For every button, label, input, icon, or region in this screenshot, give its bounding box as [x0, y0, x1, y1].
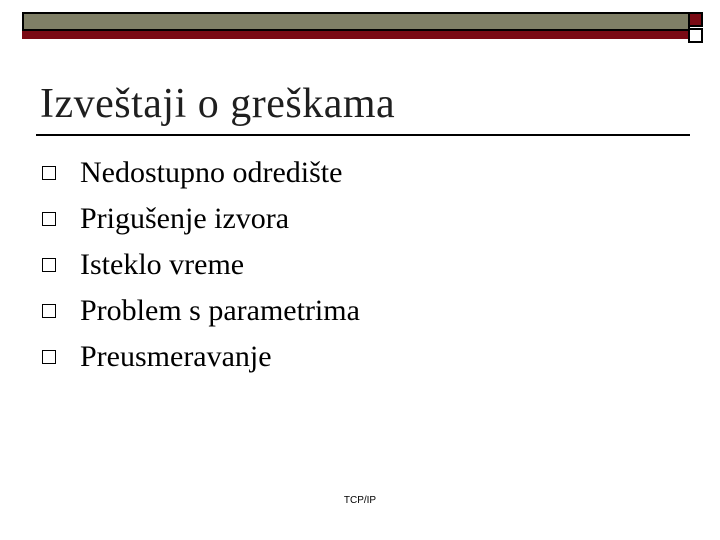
hollow-square-bullet-icon	[42, 258, 56, 272]
list-item	[42, 334, 360, 380]
title-divider	[36, 134, 690, 136]
slide-title: Izveštaji o greškama	[40, 81, 396, 127]
hollow-square-bullet-icon	[42, 304, 56, 318]
corner-square-filled	[688, 12, 703, 27]
bullet-text: Prigušenje izvora	[80, 202, 290, 235]
bullet-text: Nedostupno odredište	[80, 156, 343, 189]
header-bar	[22, 12, 690, 31]
list-item	[42, 196, 360, 242]
corner-square-outline	[688, 28, 703, 43]
list-item	[42, 288, 360, 334]
hollow-square-bullet-icon	[42, 166, 56, 180]
header-accent-stripe	[22, 31, 688, 39]
list-item	[42, 150, 360, 196]
hollow-square-bullet-icon	[42, 350, 56, 364]
hollow-square-bullet-icon	[42, 212, 56, 226]
bullet-text: Isteklo vreme	[80, 248, 245, 281]
slide-footer: TCP/IP	[343, 495, 377, 506]
bullet-list	[42, 150, 360, 380]
list-item	[42, 242, 360, 288]
bullet-text: Preusmeravanje	[80, 340, 272, 373]
bullet-text: Problem s parametrima	[80, 294, 360, 327]
